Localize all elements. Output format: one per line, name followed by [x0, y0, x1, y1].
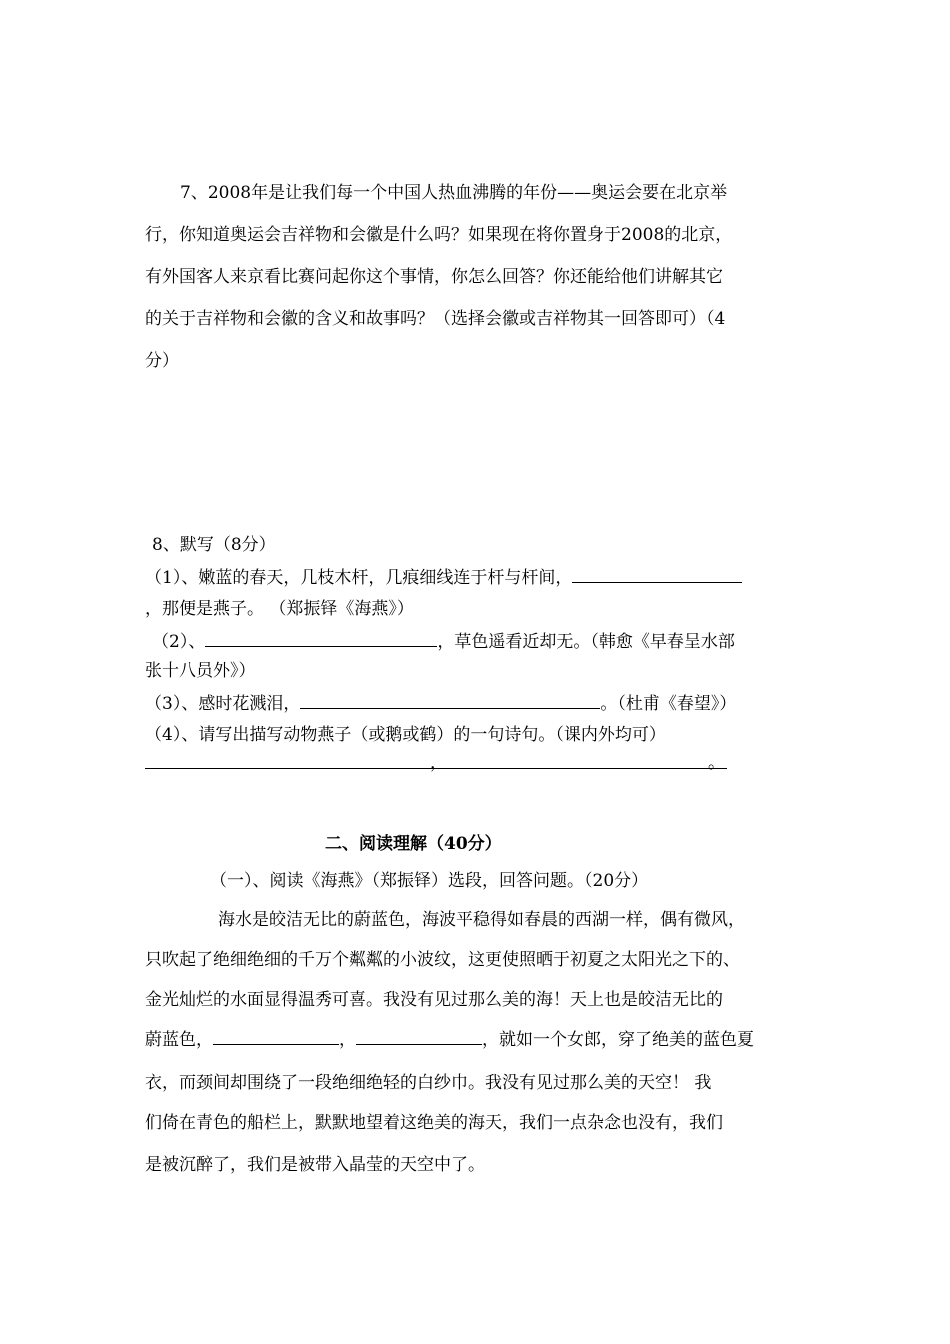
passage-line-5: 衣，而颈间却围绕了一段绝细绝轻的白纱巾。我没有见过那么美的天空！ 我: [145, 1073, 712, 1093]
q7-line-3: 有外国客人来京看比赛问起你这个事情，你怎么回答？你还能给他们讲解其它: [145, 267, 723, 287]
reading-subheading: （一）、阅读《海燕》（郑振铎）选段，回答问题。（20分）: [210, 871, 649, 891]
q7-line-4: 的关于吉祥物和会徽的含义和故事吗？（选择会徽或吉祥物其一回答即可）（4: [145, 309, 726, 329]
q7-line-2: 行，你知道奥运会吉祥物和会徽是什么吗？如果现在将你置身于2008的北京，: [145, 225, 733, 245]
q8-item-2-blank[interactable]: [205, 628, 437, 647]
passage-comma: ，: [339, 1030, 356, 1050]
q8-item-1-text: （1）、嫩蓝的春天，几枝木杆，几痕细线连于杆与杆间，: [145, 568, 573, 588]
q8-item-1-cont: ，那便是燕子。 （郑振铎《海燕》）: [145, 599, 414, 619]
q7-line-5: 分）: [145, 351, 179, 371]
q8-item-4-end: 。: [708, 753, 725, 773]
q8-item-1: [145, 563, 742, 588]
q8-item-3: [145, 689, 736, 714]
passage-blank-2[interactable]: [356, 1026, 482, 1045]
q8-item-1-blank[interactable]: [572, 564, 742, 583]
q8-item-3-end: 。（杜甫《春望》）: [600, 694, 737, 714]
q8-title: 8、默写（8分）: [152, 535, 276, 555]
q8-item-2-cont: 张十八员外》）: [145, 661, 256, 681]
q8-item-2: [152, 627, 735, 652]
q8-item-3-text: （3）、感时花溅泪，: [145, 694, 301, 714]
passage-line-7: 是被沉醉了，我们是被带入晶莹的天空中了。: [145, 1155, 485, 1175]
passage-line-4-end: ，就如一个女郎，穿了绝美的蓝色夏: [482, 1030, 754, 1050]
passage-line-6: 们倚在青色的船栏上，默默地望着这绝美的海天，我们一点杂念也没有，我们: [145, 1113, 723, 1133]
passage-line-4-text: 蔚蓝色，: [145, 1030, 213, 1050]
q8-item-2-text: ，草色遥看近却无。（韩愈《早春呈水部: [437, 632, 735, 652]
q8-item-3-blank[interactable]: [300, 690, 600, 709]
q8-item-4-comma: ，: [430, 753, 447, 773]
q8-item-2-label: （2）、: [152, 632, 206, 652]
section-heading: 二、阅读理解（40分）: [325, 834, 502, 854]
q8-item-4: （4）、请写出描写动物燕子（或鹅或鹤）的一句诗句。（课内外均可）: [145, 725, 666, 745]
passage-line-2: 只吹起了绝细绝细的千万个粼粼的小波纹，这更使照晒于初夏之太阳光之下的、: [145, 950, 740, 970]
passage-line-3: 金光灿烂的水面显得温秀可喜。我没有见过那么美的海！天上也是皎洁无比的: [145, 990, 723, 1010]
passage-line-4: [145, 1025, 754, 1050]
passage-line-1: 海水是皎洁无比的蔚蓝色，海波平稳得如春晨的西湖一样，偶有微风，: [218, 910, 745, 930]
passage-blank-1[interactable]: [213, 1026, 339, 1045]
q7-line-1: 7、2008年是让我们每一个中国人热血沸腾的年份——奥运会要在北京举: [180, 183, 728, 203]
